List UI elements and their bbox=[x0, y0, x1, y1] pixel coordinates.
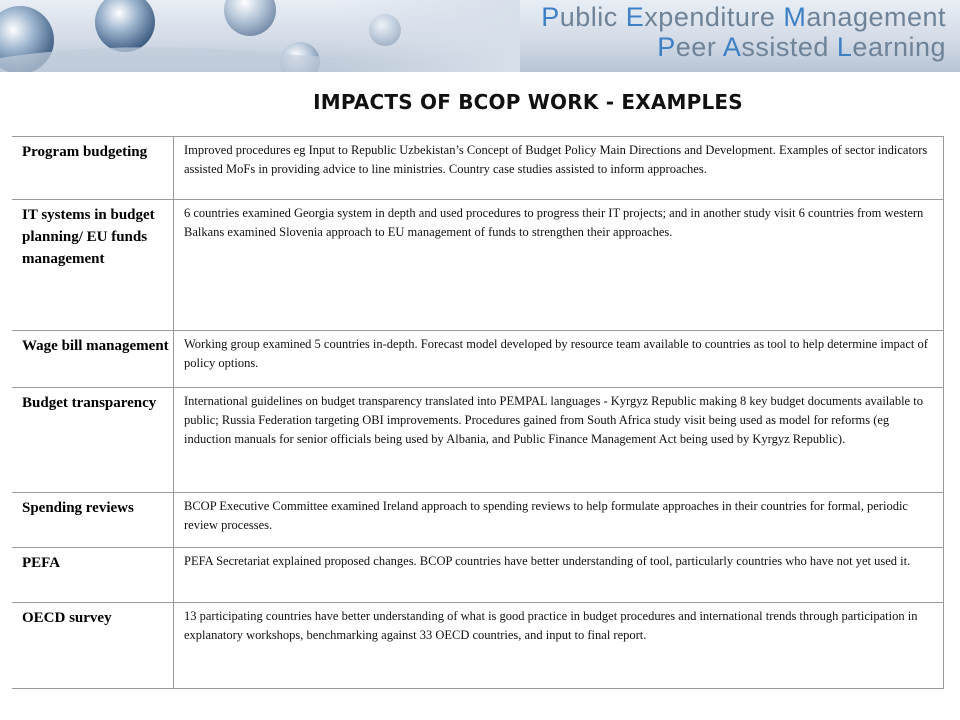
row-description: International guidelines on budget transparency translated into PEMPAL languages - Kyrgyz Republic making 8 key budget documents available to public; Russia Federation targeting OBI improvements. Procedures gained from South Africa study visit being used as model for reforms (eg induction manuals for senior officials being used by Albania, and Public Finance Management Act being used by Kyrgyz Republic). bbox=[174, 388, 944, 492]
banner-cap: P bbox=[657, 32, 676, 62]
table-row bbox=[12, 602, 944, 688]
row-description: 13 participating countries have better understanding of what is good practice in budget procedures and international trends through participation in explanatory workshops, benchmarking against 33 OECD countries, and input to final report. bbox=[174, 603, 944, 688]
row-description: PEFA Secretariat explained proposed changes. BCOP countries have better understanding of tool, particularly countries who have not yet used it. bbox=[174, 548, 944, 602]
row-label: IT systems in budget planning/ EU funds management bbox=[12, 200, 174, 330]
program-name-line1 bbox=[541, 2, 946, 32]
banner-cap: P bbox=[541, 2, 560, 32]
row-label: Budget transparency bbox=[12, 388, 174, 492]
row-label: Program budgeting bbox=[12, 137, 174, 199]
banner-word: earning bbox=[852, 32, 946, 62]
row-label: Wage bill management bbox=[12, 331, 174, 387]
banner-word: ssisted bbox=[741, 32, 837, 62]
row-label: PEFA bbox=[12, 548, 174, 602]
header-banner bbox=[0, 0, 960, 72]
table-row bbox=[12, 136, 944, 199]
table-row bbox=[12, 387, 944, 492]
banner-cap: M bbox=[783, 2, 807, 32]
program-name bbox=[541, 2, 946, 62]
program-name-line2 bbox=[541, 32, 946, 62]
slide-title: IMPACTS OF BCOP WORK - EXAMPLES bbox=[313, 90, 743, 114]
row-description: Improved procedures eg Input to Republic Uzbekistan’s Concept of Budget Policy Main Directions and Development. Examples of sector indicators assisted MoFs in providing advice to line ministries. Country case studies assisted to inform approaches. bbox=[174, 137, 944, 199]
table-row bbox=[12, 492, 944, 547]
banner-word: xpenditure bbox=[644, 2, 784, 32]
banner-word: ublic bbox=[559, 2, 626, 32]
table-row bbox=[12, 199, 944, 330]
row-label: OECD survey bbox=[12, 603, 174, 688]
banner-word: anagement bbox=[806, 2, 946, 32]
table-row bbox=[12, 547, 944, 602]
row-label: Spending reviews bbox=[12, 493, 174, 547]
banner-word: eer bbox=[675, 32, 723, 62]
globe-illustration bbox=[0, 0, 520, 72]
banner-cap: A bbox=[722, 32, 742, 62]
impacts-table bbox=[12, 136, 944, 689]
banner-cap: E bbox=[625, 2, 645, 32]
table-row bbox=[12, 330, 944, 387]
banner-cap: L bbox=[836, 32, 853, 62]
row-description: Working group examined 5 countries in-depth. Forecast model developed by resource team available to countries as tool to help determine impact of policy options. bbox=[174, 331, 944, 387]
row-description: BCOP Executive Committee examined Ireland approach to spending reviews to help formulate approaches in their countries for formal, periodic review processes. bbox=[174, 493, 944, 547]
row-description: 6 countries examined Georgia system in depth and used procedures to progress their IT projects; and in another study visit 6 countries from western Balkans examined Slovenia approach to EU management of funds to strengthen their approaches. bbox=[174, 200, 944, 330]
